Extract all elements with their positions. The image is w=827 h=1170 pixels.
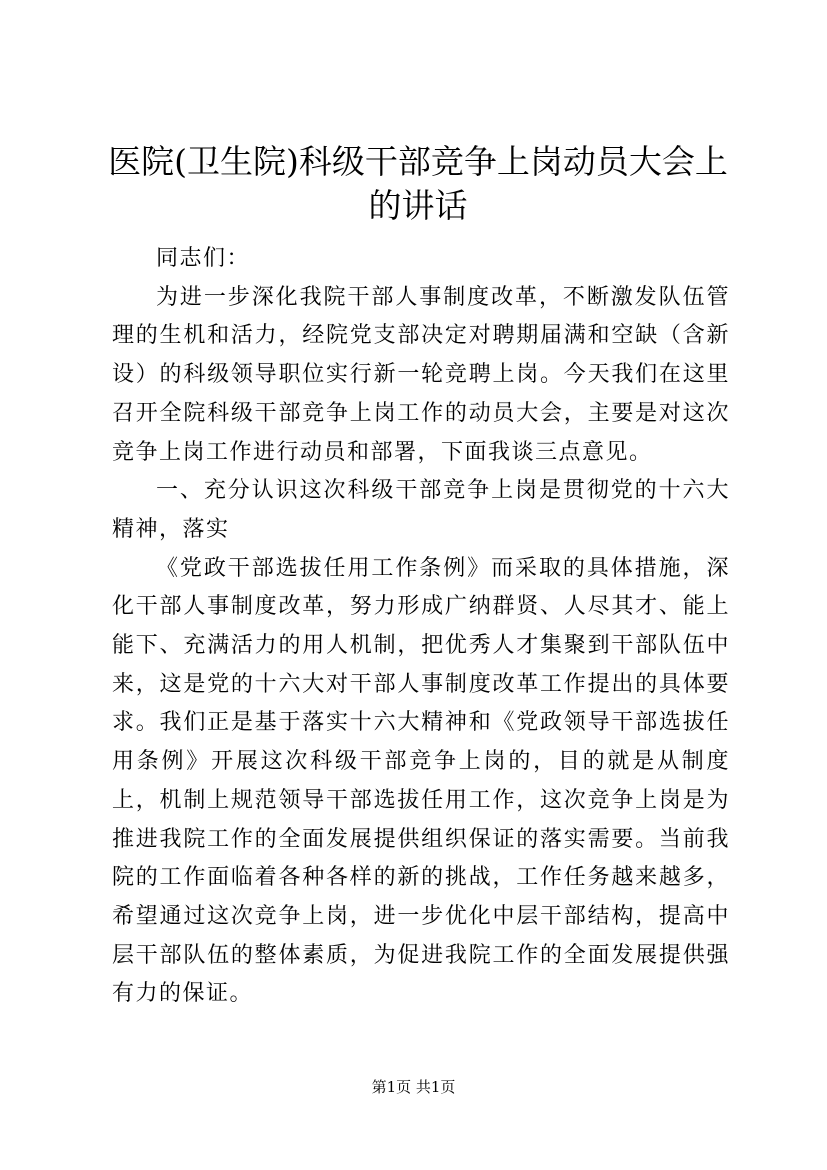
intro-paragraph: 为进一步深化我院干部人事制度改革，不断激发队伍管理的生机和活力，经院党支部决定对聘期届满和空缺（含新设）的科级领导职位实行新一轮竞聘上岗。今天我们在这里召开全院科级干部竞争上岗工作的动员大会，主要是对这次竞争上岗工作进行动员和部署，下面我谈三点意见。	[112, 284, 730, 465]
document-title: 医院(卫生院)科级干部竞争上岗动员大会上的讲话	[108, 142, 728, 225]
salutation-paragraph: 同志们：	[156, 246, 251, 271]
document-body	[112, 240, 730, 1014]
page-footer: 第1页 共1页	[371, 1078, 456, 1096]
section-one-paragraph: 《党政干部选拔任用工作条例》而采取的具体措施，深化干部人事制度改革，努力形成广纳群贤、人尽其才、能上能下、充满活力的用人机制，把优秀人才集聚到干部队伍中来，这是党的十六大对干部人事制度改革工作提出的具体要求。我们正是基于落实十六大精神和《党政领导干部选拔任用条例》开展这次科级干部竞争上岗的，目的就是从制度上，机制上规范领导干部选拔任用工作，这次竞争上岗是为推进我院工作的全面发展提供组织保证的落实需要。当前我院的工作面临着各种各样的新的挑战，工作任务越来越多，希望通过这次竞争上岗，进一步优化中层干部结构，提高中层干部队伍的整体素质，为促进我院工作的全面发展提供强有力的保证。	[112, 555, 730, 1007]
section-one-heading: 一、充分认识这次科级干部竞争上岗是贯彻党的十六大精神，落实	[112, 478, 730, 542]
